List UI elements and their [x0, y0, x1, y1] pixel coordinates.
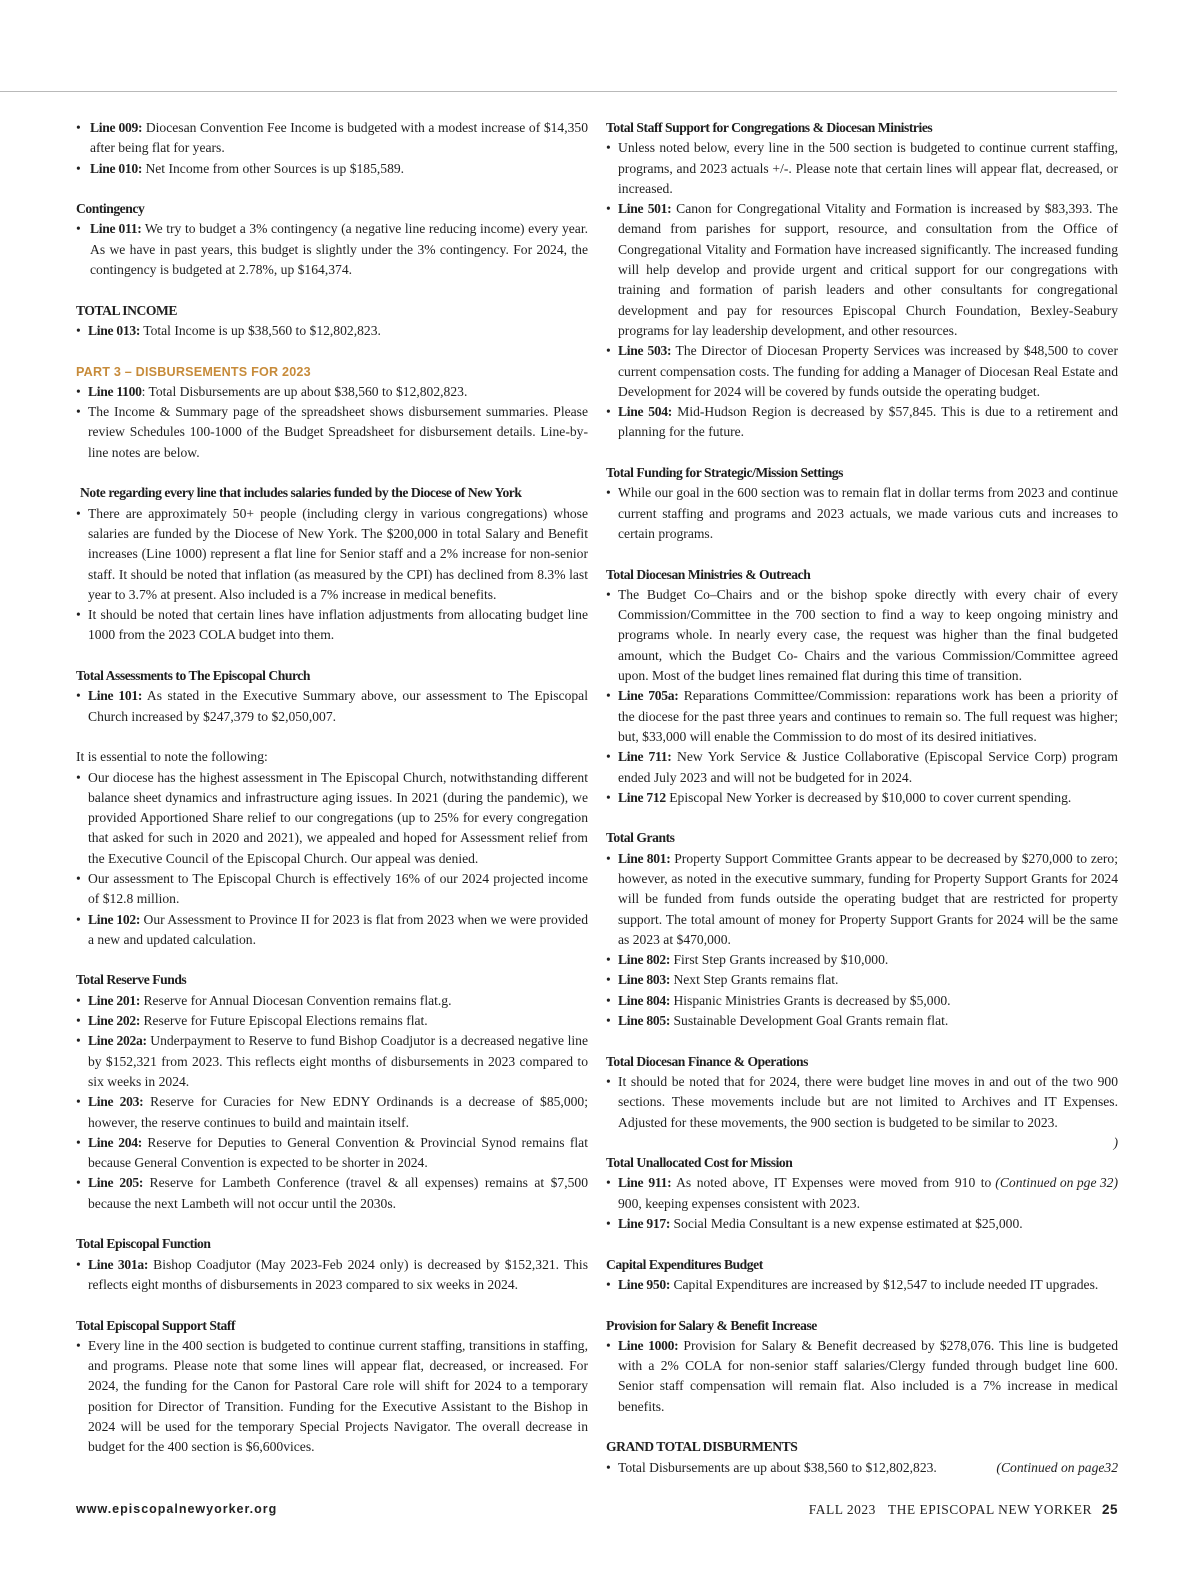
reserve-heading: Total Reserve Funds	[76, 972, 187, 988]
line-label: Line 911:	[618, 1175, 672, 1191]
line-text: Underpayment to Reserve to fund Bishop Coadjutor is a decreased negative line by $152,321 from 2023. This reflects eight months of disbursements in 2023 compared to six weeks in 2024.	[88, 1033, 588, 1089]
left-column	[76, 118, 588, 1458]
line-text: Bishop Coadjutor (May 2023-Feb 2024 only) is decreased by $152,321. This reflects eight months of disbursements in 2023 compared to six weeks in 2024.	[88, 1256, 588, 1292]
unallocated-section	[606, 1153, 1118, 1234]
assessments-heading: Total Assessments to The Episcopal Church	[76, 668, 310, 684]
line-label: Line 803:	[618, 972, 671, 988]
essential-list	[76, 768, 588, 951]
line-text: Our assessment to The Episcopal Church is effectively 16% of our 2024 projected income of $12.8 million.	[88, 870, 588, 907]
line-text: Our diocese has the highest assessment in The Episcopal Church, notwithstanding different balance sheet dynamics and infrastructure aging issues. In 2021 (during the pandemic), we provided Apportioned Share relief to our congregations (up to 25% for every congregation that asked for such in 2020 and 2021), we appealed and hoped for Assessment relief from the Executive Council of the Episcopal Church. Our appeal was denied.	[88, 769, 588, 866]
finance-paren: )	[1113, 1134, 1118, 1150]
staff-support-list	[606, 138, 1118, 442]
list-item	[606, 686, 1118, 747]
unallocated-heading: Total Unallocated Cost for Mission	[606, 1155, 793, 1171]
line-text: First Step Grants increased by $10,000.	[670, 952, 889, 968]
line-text: Every line in the 400 section is budgeted to continue current staffing, transitions in staffing, and programs. Please note that some lines will appear flat, decreased, or increased. For 2024, the funding for the Canon for Pastoral Care role will shift for 2024 to a temporary position for Director of Transition. Funding for the Executive Assistant to the Bishop in 2024 will be used for the temporary Special Projects Navigator. The overall decrease in budget for the 400 section is $6,600vices.	[88, 1337, 588, 1455]
list-item	[76, 159, 588, 179]
line-label: Line 202:	[88, 1013, 141, 1029]
finance-list	[606, 1072, 1118, 1133]
line-text: Hispanic Ministries Grants is decreased by $5,000.	[670, 992, 951, 1008]
list-item	[606, 849, 1118, 950]
issue-label: FALL 2023	[808, 1502, 876, 1517]
line-text: New York Service & Justice Collaborative (Episcopal Service Corp) program ended July 2023 and will not be budgeted for in 2024.	[618, 749, 1118, 785]
list-item	[606, 341, 1118, 402]
line-text: Episcopal New Yorker is decreased by $10,000 to cover current spending.	[665, 789, 1072, 805]
line-text: Sustainable Development Goal Grants remain flat.	[670, 1013, 949, 1029]
salaries-note-section	[76, 483, 588, 645]
line-text: Next Step Grants remains flat.	[670, 972, 839, 988]
list-item	[76, 1031, 588, 1092]
line-label: Line 009:	[90, 120, 143, 135]
income-lines-section	[76, 118, 588, 179]
line-label: Line 202a:	[88, 1033, 147, 1049]
line-label: Line 501:	[618, 201, 672, 217]
list-item	[606, 199, 1118, 341]
line-label: Line 711:	[618, 749, 672, 765]
list-item	[606, 1011, 1118, 1031]
list-item	[606, 1072, 1118, 1133]
list-item	[606, 138, 1118, 199]
contingency-section	[76, 199, 588, 280]
assessments-section	[76, 666, 588, 727]
list-item	[76, 1011, 588, 1031]
website-link[interactable]: www.episcopalnewyorker.org	[76, 1502, 278, 1516]
line-label: Line 203:	[88, 1094, 144, 1110]
line-text: There are approximately 50+ people (including clergy in various congregations) whose salaries are funded by the Diocese of New York. The $200,000 in total Salary and Benefit increases (Line 1000) represent a flat line for Senior staff and a 2% increase for non-senior staff. It should be noted that inflation (as measured by the CPI) has declined from 8.3% last year to 3.7% at present. Also included is a 7% increase in medical benefits.	[88, 505, 588, 602]
line-text: The Income & Summary page of the spreadsheet shows disbursement summaries. Please review Schedules 100-1000 of the Budget Spreadsheet for disbursement details. Line-by-line notes are below.	[88, 404, 588, 460]
list-item	[76, 1336, 588, 1458]
line-text: Social Media Consultant is a new expense estimated at $25,000.	[670, 1216, 1023, 1232]
line-label: Line 917:	[618, 1216, 671, 1232]
capital-list	[606, 1275, 1118, 1295]
staff-support-heading: Total Staff Support for Congregations & Diocesan Ministries	[606, 120, 933, 135]
top-rule	[0, 91, 1117, 92]
list-item	[606, 402, 1118, 443]
line-text: As stated in the Executive Summary above, our assessment to The Episcopal Church increased by $247,379 to $2,050,007.	[88, 688, 588, 724]
line-label: Line 201:	[88, 992, 141, 1008]
list-item	[76, 1133, 588, 1174]
line-label: Line 801:	[618, 850, 671, 866]
line-label: Line 013:	[88, 322, 141, 338]
line-label: Line 102:	[88, 911, 141, 927]
list-item	[76, 118, 588, 159]
publication-name: THE EPISCOPAL NEW YORKER	[887, 1502, 1092, 1517]
line-text: Diocesan Convention Fee Income is budgeted with a modest increase of $14,350 after being flat for years.	[90, 120, 589, 156]
list-item	[76, 1255, 588, 1296]
line-text: Reserve for Deputies to General Convention & Provincial Synod remains flat because General Convention is expected to be shorter in 2024.	[88, 1134, 588, 1171]
list-item	[606, 1275, 1118, 1295]
list-item	[606, 1458, 1118, 1478]
salary-benefit-heading: Provision for Salary & Benefit Increase	[606, 1317, 817, 1333]
list-item	[76, 382, 588, 402]
staff-support-section	[606, 118, 1118, 443]
line-text: Reserve for Annual Diocesan Convention remains flat.g.	[140, 992, 452, 1008]
capital-section	[606, 1255, 1118, 1296]
contingency-heading: Contingency	[76, 201, 145, 217]
line-label: Line 204:	[88, 1134, 142, 1150]
reserve-list	[76, 991, 588, 1214]
list-item	[76, 402, 588, 463]
episcopal-support-section	[76, 1316, 588, 1458]
grants-heading: Total Grants	[606, 830, 675, 846]
outreach-section	[606, 565, 1118, 809]
finance-heading: Total Diocesan Finance & Operations	[606, 1053, 809, 1069]
line-text: Total Income is up $38,560 to $12,802,823.	[140, 322, 381, 338]
grants-section	[606, 828, 1118, 1031]
list-item	[76, 1173, 588, 1214]
grand-total-list	[606, 1458, 1118, 1478]
line-text: It should be noted that certain lines have inflation adjustments from allocating budget line 1000 from the 2023 COLA budget into them.	[88, 607, 588, 643]
episcopal-support-heading: Total Episcopal Support Staff	[76, 1317, 236, 1333]
list-item	[606, 970, 1118, 990]
line-label: Line 1000:	[618, 1337, 679, 1353]
line-label: Line 802:	[618, 952, 671, 968]
list-item	[76, 504, 588, 605]
line-text: Provision for Salary & Benefit decreased by $278,076. This line is budgeted with a 2% COLA for non-senior staff salaries/Clergy funded through budget line 600. Senior staff compensation will remain flat. Also included is a 7% increase in medical benefits.	[618, 1337, 1118, 1414]
line-text: Net Income from other Sources is up $185,589.	[142, 160, 405, 176]
part3-heading: PART 3 – DISBURSEMENTS FOR 2023	[76, 364, 311, 379]
grand-total-section	[606, 1437, 1118, 1478]
line-text: Reserve for Future Episcopal Elections remains flat.	[140, 1013, 428, 1029]
unallocated-list	[606, 1173, 1118, 1234]
episcopal-support-list	[76, 1336, 588, 1458]
continued-note: • (Continued on pge 32)	[995, 1175, 1118, 1191]
part3-section	[76, 362, 588, 463]
line-label: Line 011:	[90, 221, 142, 237]
line-text: Reserve for Curacies for New EDNY Ordinands is a decrease of $85,000; however, the reserve continues to build and maintain itself.	[88, 1094, 588, 1130]
line-text: Reserve for Lambeth Conference (travel & all expenses) remains at $7,500 because the next Lambeth will not occur until the 2030s.	[88, 1175, 588, 1211]
line-text: We try to budget a 3% contingency (a negative line reducing income) every year. As we have in past years, this budget is slightly under the 3% contingency. For 2024, the contingency is budgeted at 2.78%, up $164,374.	[90, 221, 588, 278]
list-item	[606, 1336, 1118, 1417]
contingency-list	[76, 219, 588, 280]
strategic-heading: Total Funding for Strategic/Mission Settings	[606, 465, 843, 481]
line-text: It should be noted that for 2024, there were budget line moves in and out of the two 900 sections. These movements include but are not limited to Archives and IT Expenses. Adjusted for these movements, the 900 section is budgeted to be similar to 2023.	[618, 1073, 1118, 1130]
line-text: The Director of Diocesan Property Services was increased by $48,500 to cover current compensation costs. The funding for adding a Manager of Diocesan Real Estate and Development for 2024 will be covered by funds outside the operating budget.	[618, 343, 1118, 399]
list-item	[606, 788, 1118, 808]
essential-section	[76, 747, 588, 950]
list-item	[76, 605, 588, 646]
line-text: Canon for Congregational Vitality and Formation is increased by $83,393. The demand from parishes for support, resource, and consultation from the Office of Congregational Vitality and Formation have increased significantly. The increased funding will help develop and provide urgent and critical support for our congregations with training and formation of parish leaders and other consultants for congregational development and pay for resources Episcopal Church Foundation, Bexley-Seabury programs for lay leadership development, and other resources.	[618, 201, 1118, 338]
line-label: Line 503:	[618, 343, 672, 359]
list-item	[76, 1092, 588, 1133]
essential-intro: It is essential to note the following:	[76, 749, 268, 765]
line-label: Line 101:	[88, 688, 143, 704]
salary-benefit-list	[606, 1336, 1118, 1417]
right-column	[606, 118, 1118, 1478]
list-item	[606, 1173, 1118, 1214]
line-label: Line 804:	[618, 992, 671, 1008]
page-number: 25	[1101, 1502, 1118, 1517]
list-item	[76, 686, 588, 727]
continued-note: • (Continued on page32	[996, 1459, 1118, 1475]
line-label: Line 1100	[88, 383, 142, 399]
list-item	[76, 219, 588, 280]
grants-list	[606, 849, 1118, 1032]
line-label: Line 504:	[618, 404, 672, 420]
salary-benefit-section	[606, 1316, 1118, 1417]
income-lines-list	[76, 118, 588, 179]
line-text: As noted above, IT Expenses were moved from 910 to 900, keeping expenses consistent with 2023.	[618, 1175, 992, 1211]
line-label: Line 301a:	[88, 1256, 149, 1272]
line-text: Property Support Committee Grants appear to be decreased by $270,000 to zero; however, as noted in the executive summary, funding for Property Support Grants for 2024 will be funded from funds outside the operating budget that are restricted for property support. The total amount of money for Property Support Grants for 2024 will be the same as 2023 at $470,000.	[618, 850, 1118, 947]
line-text: While our goal in the 600 section was to remain flat in dollar terms from 2023 and continue current staffing and programs and 2023 actuals, we made various cuts and increases to certain programs.	[618, 485, 1118, 541]
line-text: Mid-Hudson Region is decreased by $57,845. This is due to a retirement and planning for the future.	[618, 404, 1118, 440]
outreach-list	[606, 585, 1118, 808]
reserve-section	[76, 970, 588, 1214]
strategic-list	[606, 483, 1118, 544]
line-text: The Budget Co–Chairs and or the bishop spoke directly with every chair of every Commission/Committee in the 700 section to find a way to keep ongoing ministry and programs whole. In nearly every case, the request was higher than the final budgeted amount, which the Budget Co- Chairs and the various Commission/Committee agreed upon. Most of the budget lines remained flat during this time of transition.	[618, 586, 1118, 684]
list-item	[76, 991, 588, 1011]
line-label: Line 205:	[88, 1175, 144, 1191]
line-text: Total Disbursements are up about $38,560 to $12,802,823.	[618, 1459, 937, 1475]
list-item	[606, 991, 1118, 1011]
finance-section	[606, 1052, 1118, 1153]
list-item	[76, 321, 588, 341]
capital-heading: Capital Expenditures Budget	[606, 1256, 763, 1272]
part3-list	[76, 382, 588, 463]
page-footer	[76, 1502, 1118, 1524]
list-item	[606, 585, 1118, 686]
line-label: Line 712	[618, 789, 666, 805]
total-income-heading: TOTAL INCOME	[76, 302, 177, 318]
episcopal-function-section	[76, 1234, 588, 1295]
total-income-list	[76, 321, 588, 341]
footer-publication-info	[809, 1502, 1118, 1518]
line-text: : Total Disbursements are up about $38,560 to $12,802,823.	[141, 383, 468, 399]
list-item	[606, 950, 1118, 970]
episcopal-function-list	[76, 1255, 588, 1296]
list-item	[76, 768, 588, 869]
list-item	[606, 747, 1118, 788]
list-item	[606, 1214, 1118, 1234]
line-text: Unless noted below, every line in the 500 section is budgeted to continue current staffing, programs, and 2023 actuals +/-. Please note that certain lines will appear flat, decreased, or increased.	[618, 140, 1118, 196]
line-label: Line 950:	[618, 1276, 671, 1292]
list-item	[76, 869, 588, 910]
line-label: Line 010:	[90, 160, 143, 176]
outreach-heading: Total Diocesan Ministries & Outreach	[606, 566, 811, 582]
salaries-note-list	[76, 504, 588, 646]
list-item	[76, 910, 588, 951]
episcopal-function-heading: Total Episcopal Function	[76, 1236, 211, 1252]
line-text: Reparations Committee/Commission: reparations work has been a priority of the diocese for the past three years and continues to remain so. The full request was higher; but, $33,000 will enable the Commission to do most of its desired initiatives.	[618, 688, 1118, 744]
strategic-section	[606, 463, 1118, 544]
total-income-section	[76, 301, 588, 342]
line-label: Line 805:	[618, 1013, 671, 1029]
line-label: Line 705a:	[618, 688, 679, 704]
assessments-list	[76, 686, 588, 727]
line-text: Our Assessment to Province II for 2023 is flat from 2023 when we were provided a new and updated calculation.	[88, 911, 588, 947]
list-item	[606, 483, 1118, 544]
grand-total-heading: GRAND TOTAL DISBURMENTS	[606, 1439, 798, 1455]
line-text: Capital Expenditures are increased by $12,547 to include needed IT upgrades.	[670, 1276, 1099, 1292]
salaries-note-heading: Note regarding every line that includes salaries funded by the Diocese of New York	[80, 485, 522, 501]
